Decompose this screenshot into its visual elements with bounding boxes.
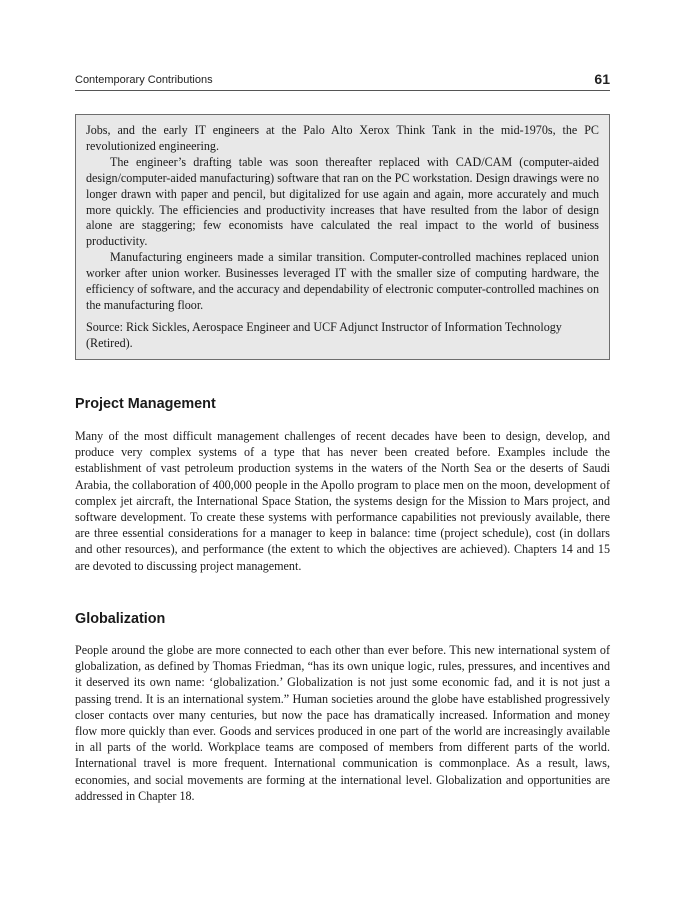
sidebar-source: Source: Rick Sickles, Aerospace Engineer and UCF Adjunct Instructor of Information Technology (Retired).: [86, 319, 562, 350]
section-body-globalization: People around the globe are more connected to each other than ever before. This new international system of globalization, as defined by Thomas Friedman, “has its own unique logic, rules, pressures, and incentives and it deserved its own name: ‘globalization.’ Globalization is not just some economic fad, and it is not just a passing trend. It is an international system.” Human societies around the globe have established progressively closer contacts over many centuries, but now the pace has dramatically increased. Information and money flow more quickly than ever. Goods and services produced in one part of the world are increasingly available in all parts of the world. Workplace teams are composed of members from different parts of the world. International travel is more frequent. International communication is commonplace. As a result, laws, economies, and social movements are forming at the international level. Globalization and opportunities are addressed in Chapter 18.: [75, 643, 610, 803]
sidebar-paragraph: The engineer’s drafting table was soon thereafter replaced with CAD/CAM (computer-aided design/computer-aided manufacturing) software that ran on the PC workstation. Design drawings were no longer drawn with paper and pencil, but digitalized for use again and again, more accurately and much more quickly. The efficiencies and productivity increases that have resulted from the labor of design alone are staggering; few economists have calculated the real impact to the world of business productivity.: [86, 154, 599, 249]
sidebar-paragraph: Jobs, and the early IT engineers at the Palo Alto Xerox Think Tank in the mid-1970s, the PC revolutionized engineering.: [86, 123, 599, 153]
section-heading-globalization: Globalization: [75, 611, 166, 627]
sidebar-box: [75, 114, 610, 360]
page-number: 61: [594, 71, 610, 87]
sidebar-paragraph: Manufacturing engineers made a similar transition. Computer-controlled machines replaced union worker after union worker. Businesses leveraged IT with the smaller size of computing hardware, the efficiency of software, and the accuracy and dependability of electronic computer-controlled machines on the manufacturing floor.: [86, 250, 599, 312]
section-body-project-management: Many of the most difficult management challenges of recent decades have been to design, develop, and produce very complex systems of a type that has never been created before. Examples include the establishment of vast petroleum production systems in the waters of the North Sea or the deserts of Saudi Arabia, the collaboration of 400,000 people in the Apollo program to place men on the moon, development of complex jet aircraft, the International Space Station, the systems design for the Mission to Mars project, and software development. To create these systems with performance capabilities not previously available, there are three essential considerations for a manager to keep in balance: time (project schedule), cost (in dollars and other resources), and performance (the extent to which the objectives are achieved). Chapters 14 and 15 are devoted to discussing project management.: [75, 429, 610, 573]
running-header: [75, 70, 610, 91]
section-heading-project-management: Project Management: [75, 396, 216, 412]
running-title: Contemporary Contributions: [75, 74, 213, 86]
